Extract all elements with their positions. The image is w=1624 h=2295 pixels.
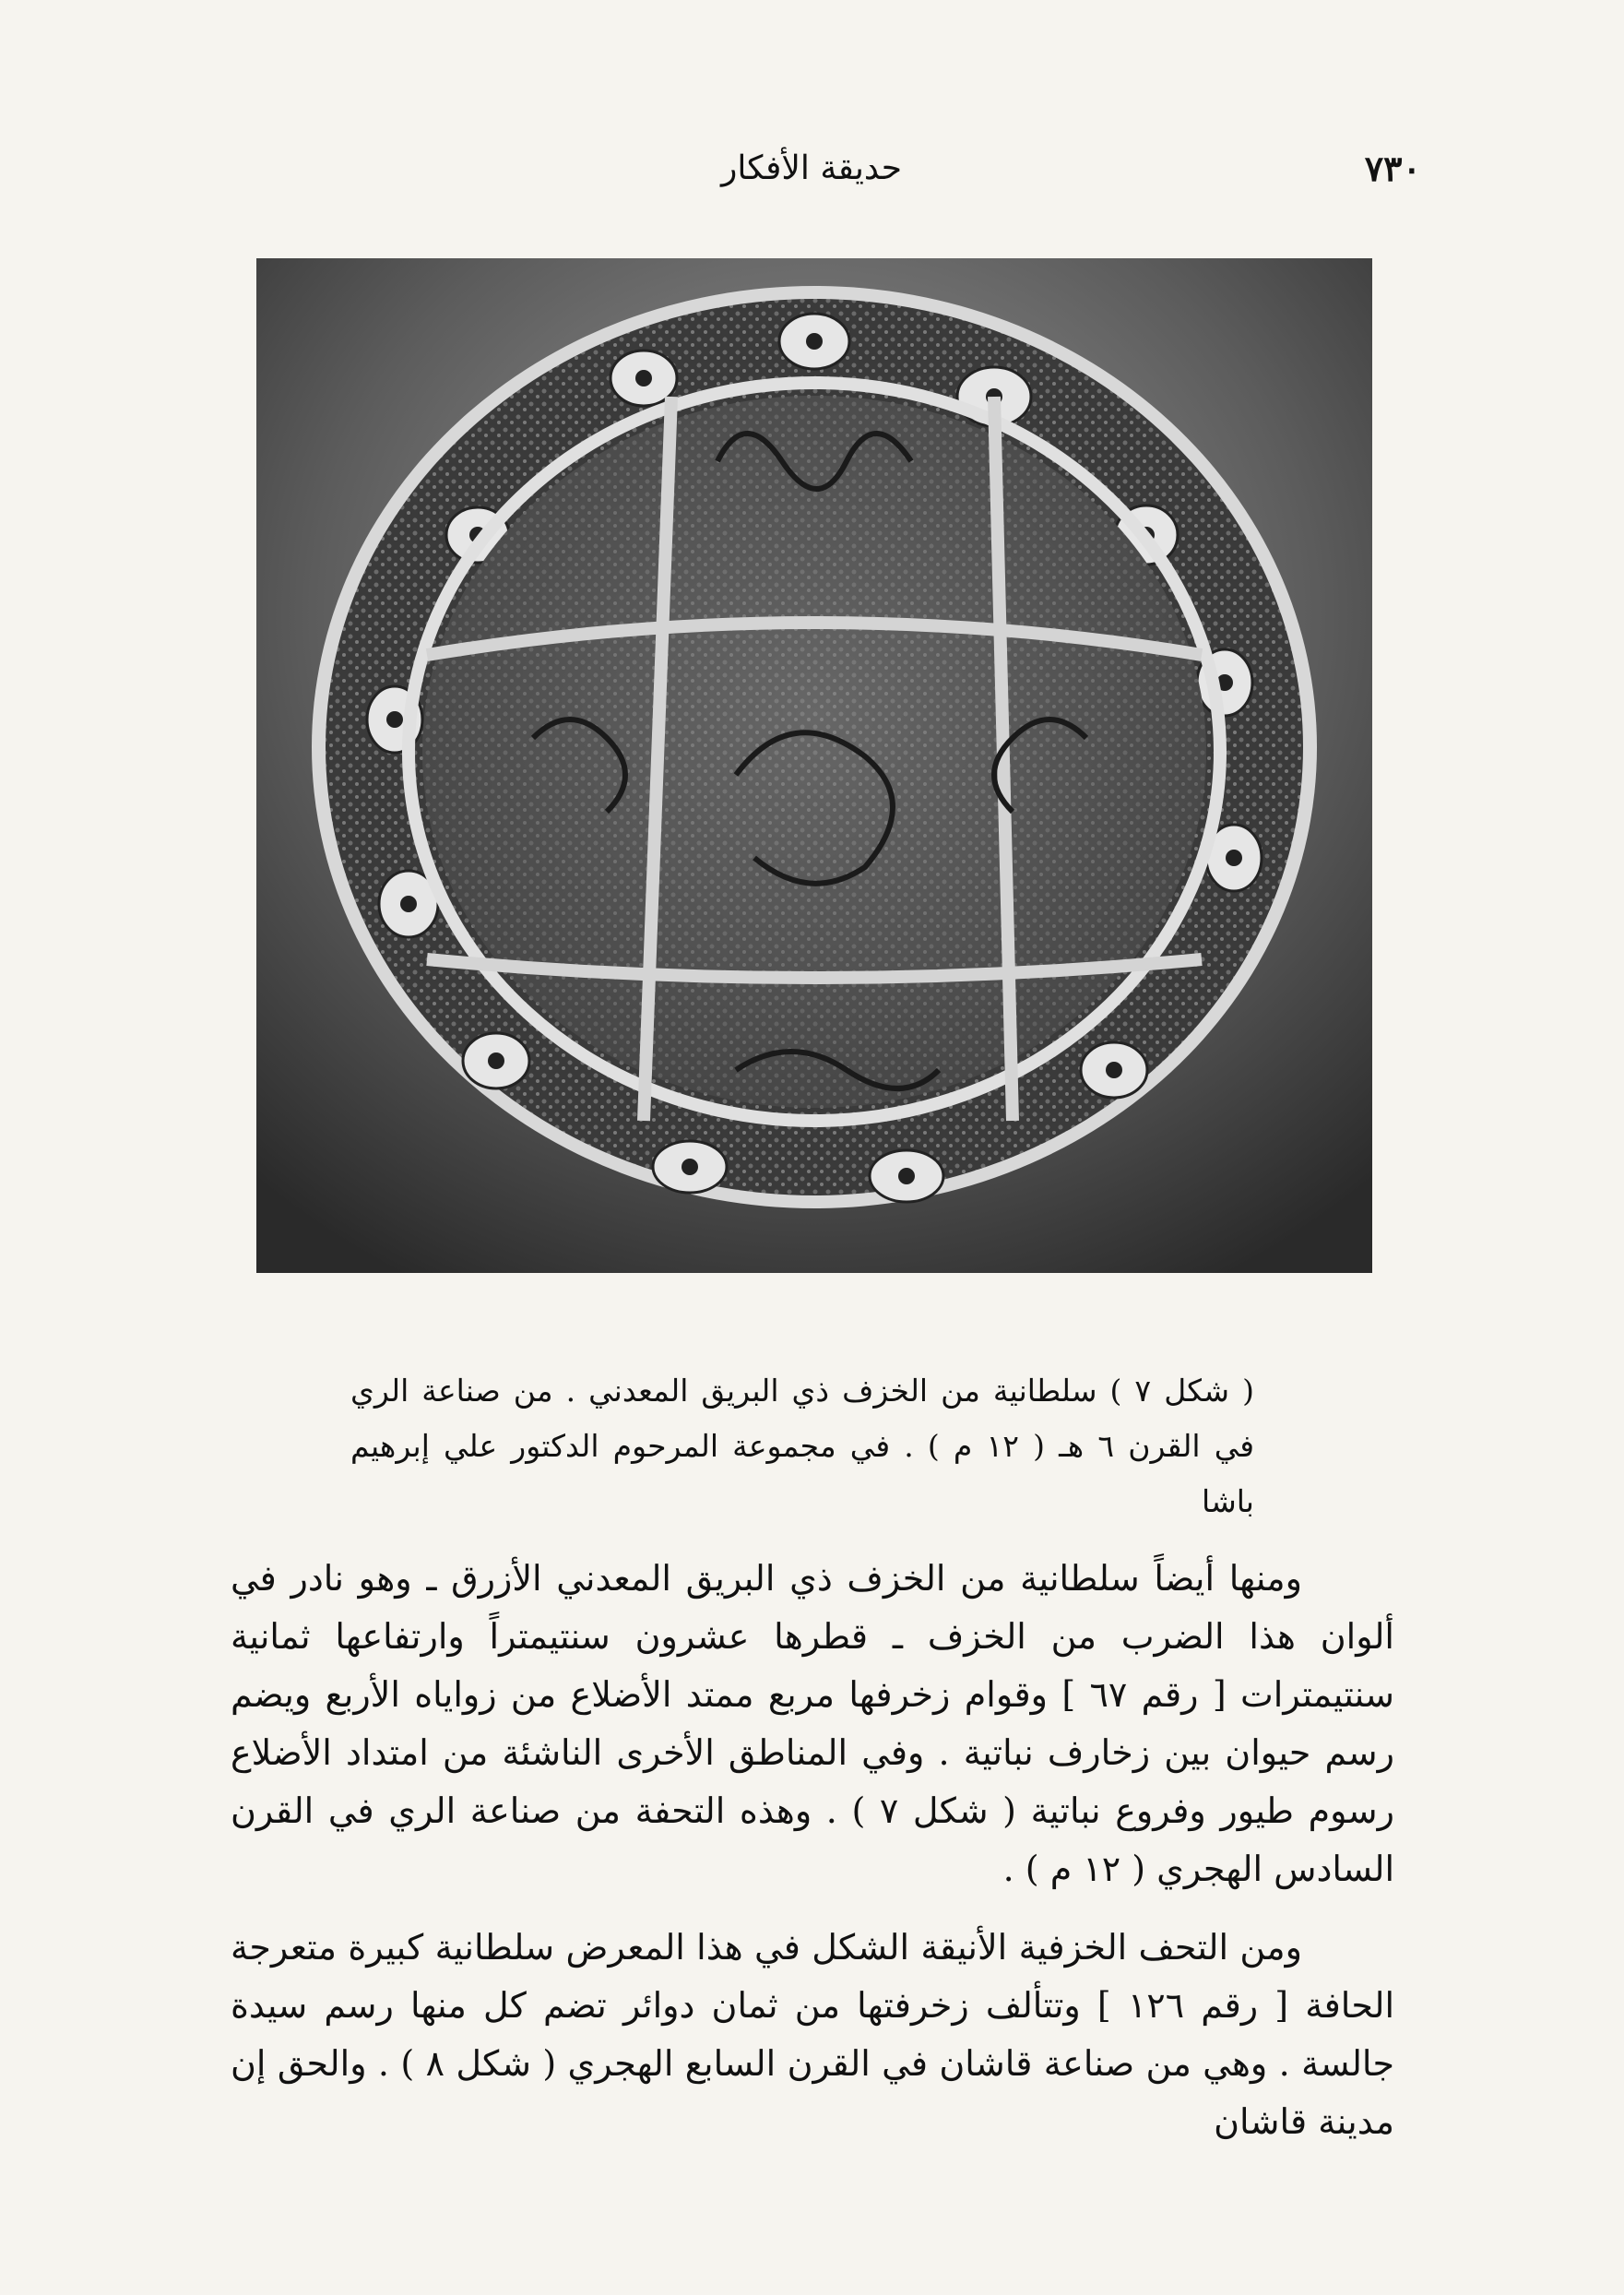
paragraph-1-text: ومنها أيضاً سلطانية من الخزف ذي البريق المعدني الأزرق ـ وهو نادر في ألوان هذا الضرب من الخزف ـ قطرها عشرون سنتيمتراً وارتفاعها ثمانية سنتيمترات [ رقم ٦٧ ] وقوام زخرفها مربع ممتد الأضلاع من زواياه الأربع ويضم رسم حيوان بين زخارف نباتية . وفي المناطق الأخرى الناشئة من امتداد الأضلاع رسوم طيور وفروع نباتية ( شكل ٧ ) . وهذه التحفة من صناعة الري في القرن السادس الهجري ( ١٢ م ) . xyxy=(231,1558,1394,1889)
paragraph-2 xyxy=(231,1919,1394,2151)
page-header xyxy=(0,138,1624,203)
paragraph-2-text: ومن التحف الخزفية الأنيقة الشكل في هذا المعرض سلطانية كبيرة متعرجة الحافة [ رقم ١٢٦ ] وتتألف زخرفتها من ثمان دوائر تضم كل منها رسم سيدة جالسة . وهي من صناعة قاشان في القرن السابع الهجري ( شكل ٨ ) . والحق إن مدينة قاشان xyxy=(231,1927,1395,2142)
bowl-photograph xyxy=(256,258,1372,1273)
page-number: ٧٣٠ xyxy=(1364,148,1421,189)
body-text xyxy=(231,1550,1394,2151)
caption-line-1: ( شكل ٧ ) سلطانية من الخزف ذي البريق المعدني . من صناعة الري xyxy=(350,1373,1254,1409)
caption-line-2: في القرن ٦ هـ ( ١٢ م ) . في مجموعة المرحوم الدكتور علي إبرهيم باشا xyxy=(350,1428,1254,1519)
running-title: حديقة الأفكار xyxy=(720,149,903,187)
paragraph-1 xyxy=(231,1550,1394,1898)
figure-caption xyxy=(350,1363,1254,1529)
